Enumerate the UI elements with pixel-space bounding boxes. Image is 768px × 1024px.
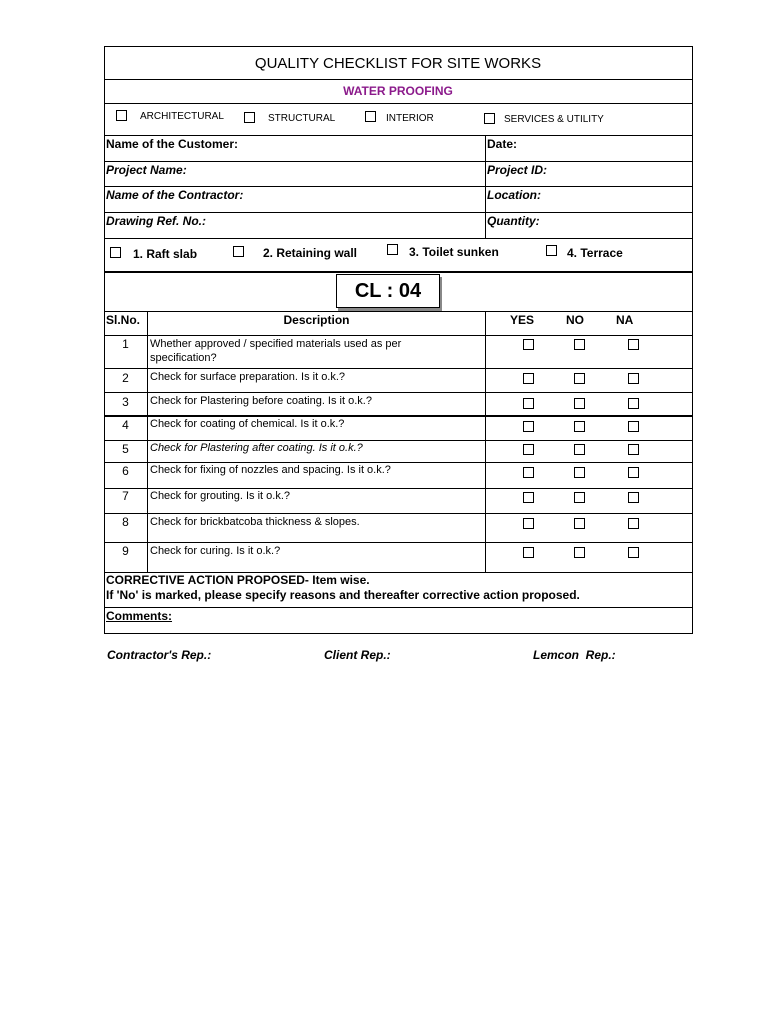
row-number: 6	[122, 464, 129, 478]
row-description: Check for coating of chemical. Is it o.k.?	[150, 418, 345, 430]
col-header-no: NO	[566, 313, 584, 327]
category-interior-checkbox[interactable]	[365, 111, 376, 122]
row-number: 9	[122, 544, 129, 558]
row-6-no-checkbox[interactable]	[574, 467, 585, 478]
category-services-checkbox[interactable]	[484, 113, 495, 124]
work-type-raft-slab-checkbox[interactable]	[110, 247, 121, 258]
category-services-label: SERVICES & UTILITY	[504, 114, 604, 125]
row-8-yes-checkbox[interactable]	[523, 518, 534, 529]
corrective-action-instruction: If 'No' is marked, please specify reasons and thereafter corrective action proposed.	[106, 588, 580, 602]
customer-name-label: Name of the Customer:	[106, 137, 239, 151]
row-9-yes-checkbox[interactable]	[523, 547, 534, 558]
row-description: Check for Plastering before coating. Is it o.k.?	[150, 395, 372, 407]
row-4-no-checkbox[interactable]	[574, 421, 585, 432]
col-header-slno: Sl.No.	[106, 313, 141, 327]
row-1-no-checkbox[interactable]	[574, 339, 585, 350]
row-number: 7	[122, 489, 129, 503]
row-description: Whether approved / specified materials used as per specification?	[150, 338, 402, 364]
row-7-no-checkbox[interactable]	[574, 492, 585, 503]
row-3-na-checkbox[interactable]	[628, 398, 639, 409]
work-type-raft-slab-label: 1. Raft slab	[133, 247, 198, 261]
category-architectural-checkbox[interactable]	[116, 110, 127, 121]
row-5-na-checkbox[interactable]	[628, 444, 639, 455]
work-type-toilet-sunken-checkbox[interactable]	[387, 244, 398, 255]
drawing-ref-label: Drawing Ref. No.:	[106, 214, 207, 228]
row-1-yes-checkbox[interactable]	[523, 339, 534, 350]
row-8-no-checkbox[interactable]	[574, 518, 585, 529]
row-3-yes-checkbox[interactable]	[523, 398, 534, 409]
comments-label: Comments:	[106, 609, 173, 623]
row-description: Check for Plastering after coating. Is it o.k.?	[150, 442, 363, 454]
row-description: Check for surface preparation. Is it o.k.?	[150, 371, 346, 383]
row-1-na-checkbox[interactable]	[628, 339, 639, 350]
form-title: QUALITY CHECKLIST FOR SITE WORKS	[254, 55, 542, 72]
client-rep-label: Client Rep.:	[324, 648, 391, 662]
contractor-name-label: Name of the Contractor:	[106, 188, 244, 202]
row-description: Check for fixing of nozzles and spacing. Is it o.k.?	[150, 464, 391, 476]
work-type-toilet-sunken-label: 3. Toilet sunken	[409, 245, 499, 259]
category-structural-label: STRUCTURAL	[268, 113, 336, 124]
row-8-na-checkbox[interactable]	[628, 518, 639, 529]
row-5-yes-checkbox[interactable]	[523, 444, 534, 455]
row-number: 4	[122, 418, 129, 432]
col-header-na: NA	[616, 313, 634, 327]
row-number: 2	[122, 371, 129, 385]
row-4-na-checkbox[interactable]	[628, 421, 639, 432]
row-number: 5	[122, 442, 129, 456]
work-type-retaining-wall-checkbox[interactable]	[233, 246, 244, 257]
project-id-label: Project ID:	[487, 163, 548, 177]
work-type-terrace-label: 4. Terrace	[567, 246, 623, 260]
category-structural-checkbox[interactable]	[244, 112, 255, 123]
corrective-action-heading: CORRECTIVE ACTION PROPOSED- Item wise.	[106, 573, 370, 587]
row-6-na-checkbox[interactable]	[628, 467, 639, 478]
row-3-no-checkbox[interactable]	[574, 398, 585, 409]
quantity-label: Quantity:	[487, 214, 540, 228]
row-2-yes-checkbox[interactable]	[523, 373, 534, 384]
category-architectural-label: ARCHITECTURAL	[140, 111, 224, 122]
row-description: Check for grouting. Is it o.k.?	[150, 490, 291, 502]
work-type-retaining-wall-label: 2. Retaining wall	[263, 246, 358, 260]
row-7-na-checkbox[interactable]	[628, 492, 639, 503]
project-name-label: Project Name:	[106, 163, 187, 177]
checklist-code: CL : 04	[354, 280, 422, 302]
row-number: 3	[122, 395, 129, 409]
lemcon-rep-label: Lemcon Rep.:	[533, 648, 616, 662]
col-header-yes: YES	[510, 313, 535, 327]
row-description: Check for brickbatcoba thickness & slopes.	[150, 516, 360, 528]
row-2-na-checkbox[interactable]	[628, 373, 639, 384]
col-header-description: Description	[283, 313, 350, 327]
row-number: 1	[122, 337, 129, 351]
date-label: Date:	[487, 137, 518, 151]
row-6-yes-checkbox[interactable]	[523, 467, 534, 478]
row-4-yes-checkbox[interactable]	[523, 421, 534, 432]
row-number: 8	[122, 515, 129, 529]
category-interior-label: INTERIOR	[386, 113, 434, 124]
row-7-yes-checkbox[interactable]	[523, 492, 534, 503]
row-9-no-checkbox[interactable]	[574, 547, 585, 558]
row-5-no-checkbox[interactable]	[574, 444, 585, 455]
contractor-rep-label: Contractor's Rep.:	[107, 648, 212, 662]
row-description: Check for curing. Is it o.k.?	[150, 545, 281, 557]
row-2-no-checkbox[interactable]	[574, 373, 585, 384]
work-type-terrace-checkbox[interactable]	[546, 245, 557, 256]
location-label: Location:	[487, 188, 541, 202]
row-9-na-checkbox[interactable]	[628, 547, 639, 558]
form-subtitle: WATER PROOFING	[343, 84, 453, 98]
